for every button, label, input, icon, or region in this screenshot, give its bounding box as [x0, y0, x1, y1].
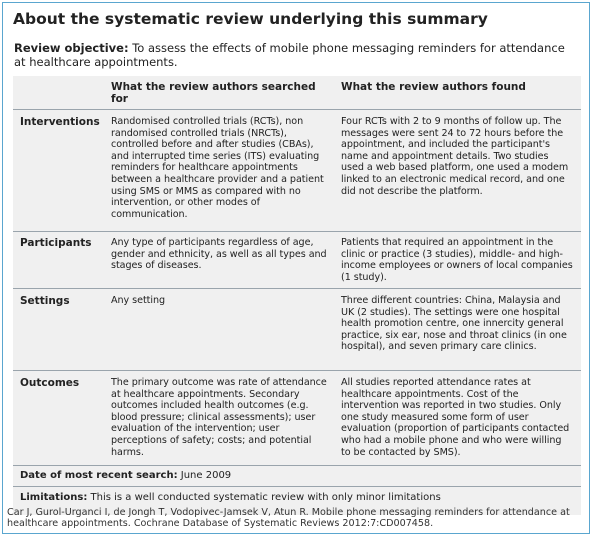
citation: Car J, Gurol-Urganci I, de Jongh T, Vodopivec-Jamsek V, Atun R. Mobile phone messaging reminders for attendance at healthcare appointments. Cochrane Database of Systematic Reviews 2012:7:CD007458. [7, 507, 570, 529]
divider [13, 109, 581, 110]
summary-table [13, 76, 581, 515]
objective-text: To assess the effects of mobile phone messaging reminders for attendance at healthcare appointments. [14, 41, 565, 69]
limitations [20, 492, 441, 503]
review-objective [14, 41, 574, 69]
section-title: About the systematic review underlying this summary [13, 10, 488, 28]
search-date-value: June 2009 [180, 470, 232, 481]
divider [13, 465, 581, 466]
cell-interventions-searched: Randomised controlled trials (RCTs), non randomised controlled trials (NRCTs), controlled before and after studies (CBAs), and interrupted time series (ITS) evaluating reminders for healthcare appointments between a healthcare provider and a patient using SMS or MMS as compared with no intervention, or other modes of communication. [111, 116, 324, 220]
search-date [20, 470, 231, 481]
limitations-text: This is a well conducted systematic review with only minor limitations [90, 492, 441, 503]
cell-outcomes-searched: The primary outcome was rate of attendance at healthcare appointments. Secondary outcomes included health outcomes (e.g. blood pressure; clinical assessments); user evaluation of the intervention; user perceptions of safety; costs; and potential harms. [111, 377, 327, 458]
row-label-settings: Settings [20, 295, 70, 307]
divider [13, 288, 581, 289]
row-label-interventions: Interventions [20, 116, 100, 128]
cell-settings-found: Three different countries: China, Malaysia and UK (2 studies). The settings were one hospital health promotion centre, one innercity general practice, six ear, nose and throat clinics (in one hospital), and seven primary care clinics. [341, 295, 567, 353]
cell-participants-found: Patients that required an appointment in the clinic or practice (3 studies), middle- and high- income employees or owners of local companies (1 study). [341, 237, 573, 283]
cell-outcomes-found: All studies reported attendance rates at healthcare appointments. Cost of the intervention was reported in two studies. Only one study measured some form of user evaluation (proportion of participants contacted who had a mobile phone and who were willing to be contacted by SMS). [341, 377, 570, 458]
row-label-participants: Participants [20, 237, 92, 249]
divider [13, 231, 581, 232]
review-summary-box [2, 2, 590, 534]
search-date-label: Date of most recent search: [20, 470, 178, 481]
header-searched: What the review authors searched for [111, 81, 316, 105]
cell-settings-searched: Any setting [111, 295, 166, 306]
cell-interventions-found: Four RCTs with 2 to 9 months of follow up. The messages were sent 24 to 72 hours before the appointment, and included the participant's name and appointment details. Two studies used a web based platform, one used a modem linked to an electronic medical record, and one did not describe the platform. [341, 116, 569, 197]
header-found: What the review authors found [341, 81, 526, 93]
cell-participants-searched: Any type of participants regardless of age, gender and ethnicity, as well as all types and stages of diseases. [111, 237, 327, 272]
divider [13, 486, 581, 487]
objective-label: Review objective: [14, 41, 129, 55]
limitations-label: Limitations: [20, 492, 88, 503]
row-label-outcomes: Outcomes [20, 377, 80, 389]
divider [13, 370, 581, 371]
